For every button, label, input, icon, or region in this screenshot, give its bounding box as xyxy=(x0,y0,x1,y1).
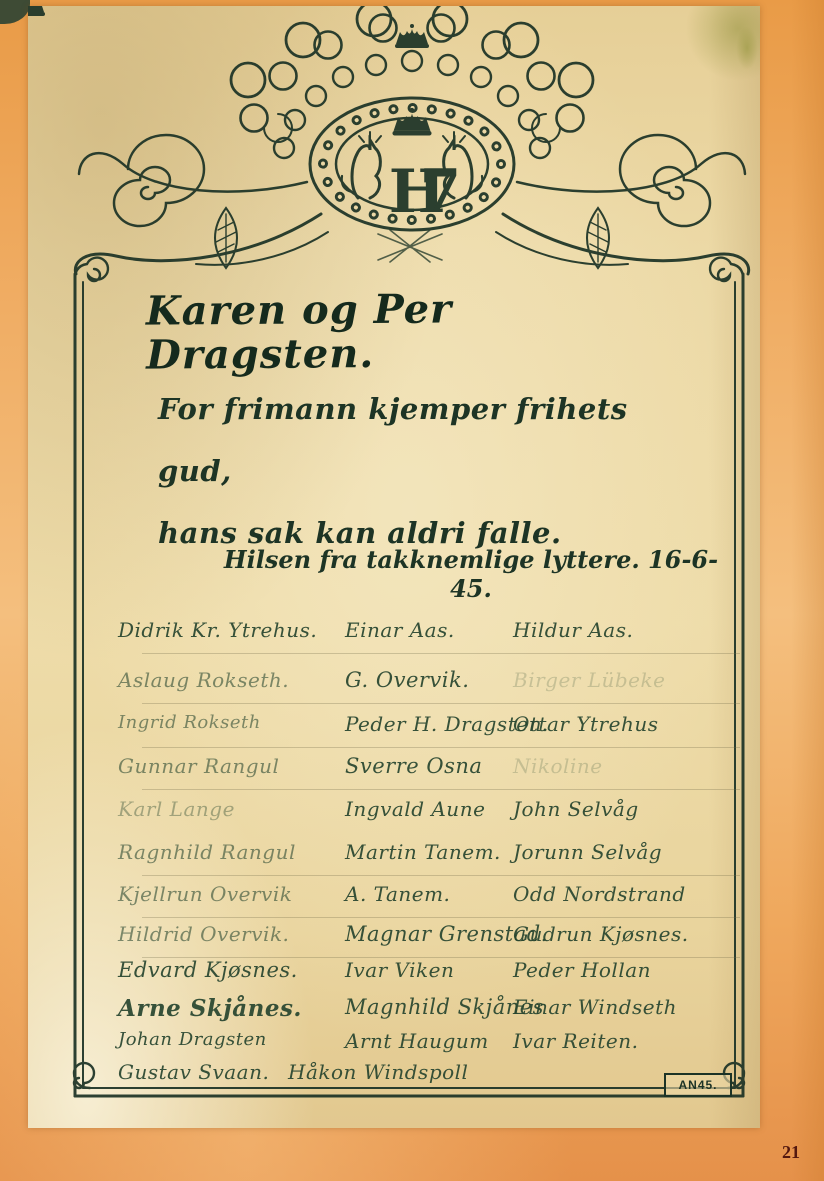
scanned-document-paper xyxy=(28,6,760,1128)
motto-line-1: For frimann kjemper frihets gud, xyxy=(158,392,628,488)
signature: Peder H. Dragsten. xyxy=(345,712,549,736)
signature: John Selvåg xyxy=(513,797,639,821)
signature: Johan Dragsten xyxy=(118,1029,267,1050)
signature: Håkon Windspoll xyxy=(288,1060,469,1084)
motto xyxy=(158,378,638,564)
signature-row xyxy=(118,752,746,792)
signature: Aslaug Rokseth. xyxy=(118,668,290,692)
signature: Magnar Grenstad. xyxy=(345,922,548,946)
signature-row xyxy=(118,710,746,750)
signature: Jorunn Selvåg xyxy=(513,840,663,864)
signature: Ragnhild Rangul xyxy=(118,840,296,864)
signature: G. Overvik. xyxy=(345,668,470,692)
signature: Peder Hollan xyxy=(513,958,652,982)
signature: Martin Tanem. xyxy=(345,840,501,864)
signature: Edvard Kjøsnes. xyxy=(118,958,298,982)
motto-line-2: hans sak kan aldri falle. xyxy=(158,516,562,550)
signature: Karl Lange xyxy=(118,797,235,821)
signature: Gustav Svaan. xyxy=(118,1060,270,1084)
signature: Didrik Kr. Ytrehus. xyxy=(118,618,318,642)
signature: Gunnar Rangul xyxy=(118,754,280,778)
page-title: Karen og Per Dragsten. xyxy=(145,285,453,379)
crown-icon xyxy=(395,24,429,48)
signature: Gudrun Kjøsnes. xyxy=(513,922,689,946)
plate-label: AN45. xyxy=(664,1073,732,1097)
signature: Ingrid Rokseth xyxy=(118,712,261,733)
signature: Sverre Osna xyxy=(345,754,483,778)
signature: Hildrid Overvik. xyxy=(118,922,290,946)
signature-row xyxy=(118,666,746,706)
signature-row xyxy=(118,920,746,960)
signature: Ingvald Aune xyxy=(345,797,486,821)
signature: Kjellrun Overvik xyxy=(118,882,293,906)
signature: Odd Nordstrand xyxy=(513,882,686,906)
signature: Magnhild Skjånes xyxy=(345,995,544,1019)
signature: Arne Skjånes. xyxy=(118,995,302,1022)
signature: Birger Lübeke xyxy=(513,668,666,692)
signature-row xyxy=(118,616,746,656)
signature: Arnt Haugum xyxy=(345,1029,489,1053)
signature-row xyxy=(118,795,746,835)
signature-row xyxy=(118,838,746,878)
signature: A. Tanem. xyxy=(345,882,451,906)
signature-row xyxy=(118,1058,746,1098)
signature: Hildur Aas. xyxy=(513,618,634,642)
royal-monogram: H7 xyxy=(388,157,436,227)
signature: Ivar Viken xyxy=(345,958,455,982)
crown-icon xyxy=(392,108,431,136)
signature: Ivar Reiten. xyxy=(513,1029,639,1053)
signature-row xyxy=(118,880,746,920)
signature: Ottar Ytrehus xyxy=(513,712,659,736)
dedication-line: Hilsen fra takknemlige lyttere. 16-6-45. xyxy=(223,545,719,603)
signature-row xyxy=(118,956,746,996)
signature: Einar Windseth xyxy=(513,995,678,1019)
signature: Nikoline xyxy=(513,754,603,778)
scan-corner-shadow xyxy=(0,0,30,24)
signature: Einar Aas. xyxy=(345,618,455,642)
page-number: 21 xyxy=(782,1142,800,1162)
